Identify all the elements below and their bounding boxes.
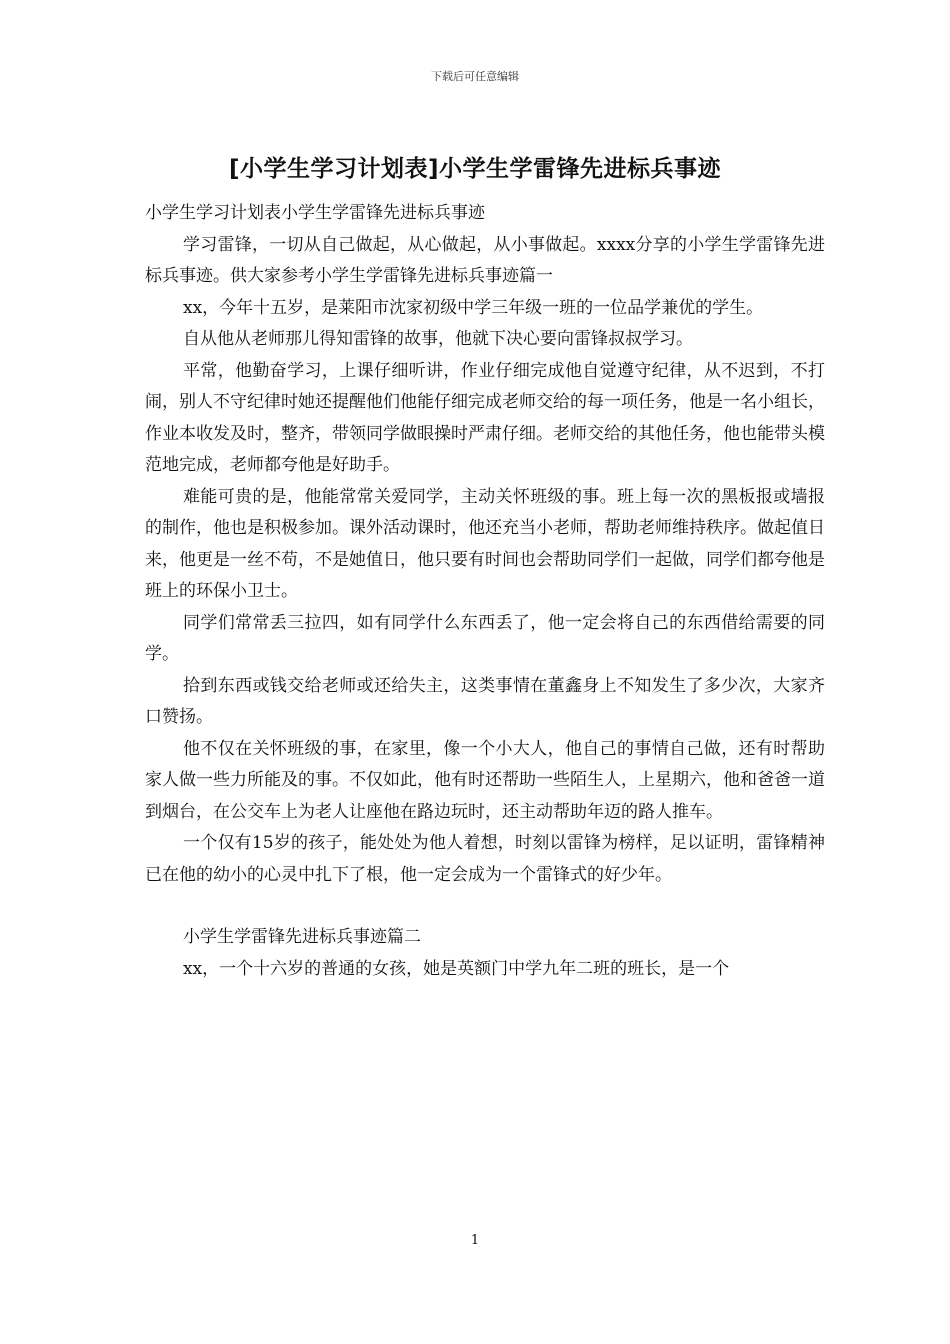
- document-title: [小学生学习计划表]小学生学雷锋先进标兵事迹: [228, 156, 722, 182]
- paragraph: 拾到东西或钱交给老师或还给失主，这类事情在董鑫身上不知发生了多少次，大家齐口赞扬。: [145, 675, 825, 727]
- document-body: [145, 198, 825, 985]
- paragraph: 他不仅在关怀班级的事，在家里，像一个小大人，他自己的事情自己做，还有时帮助家人做一些力所能及的事。不仅如此，他有时还帮助一些陌生人，上星期六，他和爸爸一道到烟台，在公交车上为老人让座他在路边玩时，还主动帮助年迈的路人推车。: [145, 738, 825, 822]
- section-heading: 小学生学雷锋先进标兵事迹篇二: [183, 927, 421, 947]
- paragraph-subtitle: 小学生学习计划表小学生学雷锋先进标兵事迹: [145, 203, 485, 223]
- page-number: 1: [470, 1233, 480, 1248]
- paragraph: 平常，他勤奋学习，上课仔细听讲，作业仔细完成他自觉遵守纪律，从不迟到，不打闹，别人不守纪律时她还提醒他们他能仔细完成老师交给的每一项任务，他是一名小组长，作业本收发及时，整齐，带领同学做眼操时严肃仔细。老师交给的其他任务，他也能带头模范地完成，老师都夸他是好助手。: [145, 360, 825, 475]
- paragraph: xx，一个十六岁的普通的女孩，她是英额门中学九年二班的班长，是一个: [183, 958, 730, 979]
- header-note: 下载后可任意编辑: [431, 70, 519, 83]
- paragraph: 难能可贵的是，他能常常关爱同学，主动关怀班级的事。班上每一次的黑板报或墙报的制作，他也是积极参加。课外活动课时，他还充当小老师，帮助老师维持秩序。做起值日来，他更是一丝不苟，不是她值日，他只要有时间也会帮助同学们一起做，同学们都夸他是班上的环保小卫士。: [145, 486, 825, 601]
- paragraph-intro: 学习雷锋，一切从自己做起，从心做起，从小事做起。xxxx分享的小学生学雷锋先进标兵事迹。供大家参考小学生学雷锋先进标兵事迹篇一: [145, 234, 825, 286]
- paragraph: 同学们常常丢三拉四，如有同学什么东西丢了，他一定会将自己的东西借给需要的同学。: [145, 612, 825, 664]
- paragraph: 一个仅有15岁的孩子，能处处为他人着想，时刻以雷锋为榜样，足以证明，雷锋精神已在他的幼小的心灵中扎下了根，他一定会成为一个雷锋式的好少年。: [145, 833, 825, 885]
- paragraph: xx，今年十五岁，是莱阳市沈家初级中学三年级一班的一位品学兼优的学生。: [183, 297, 764, 318]
- paragraph: 自从他从老师那儿得知雷锋的故事，他就下决心要向雷锋叔叔学习。: [183, 329, 693, 349]
